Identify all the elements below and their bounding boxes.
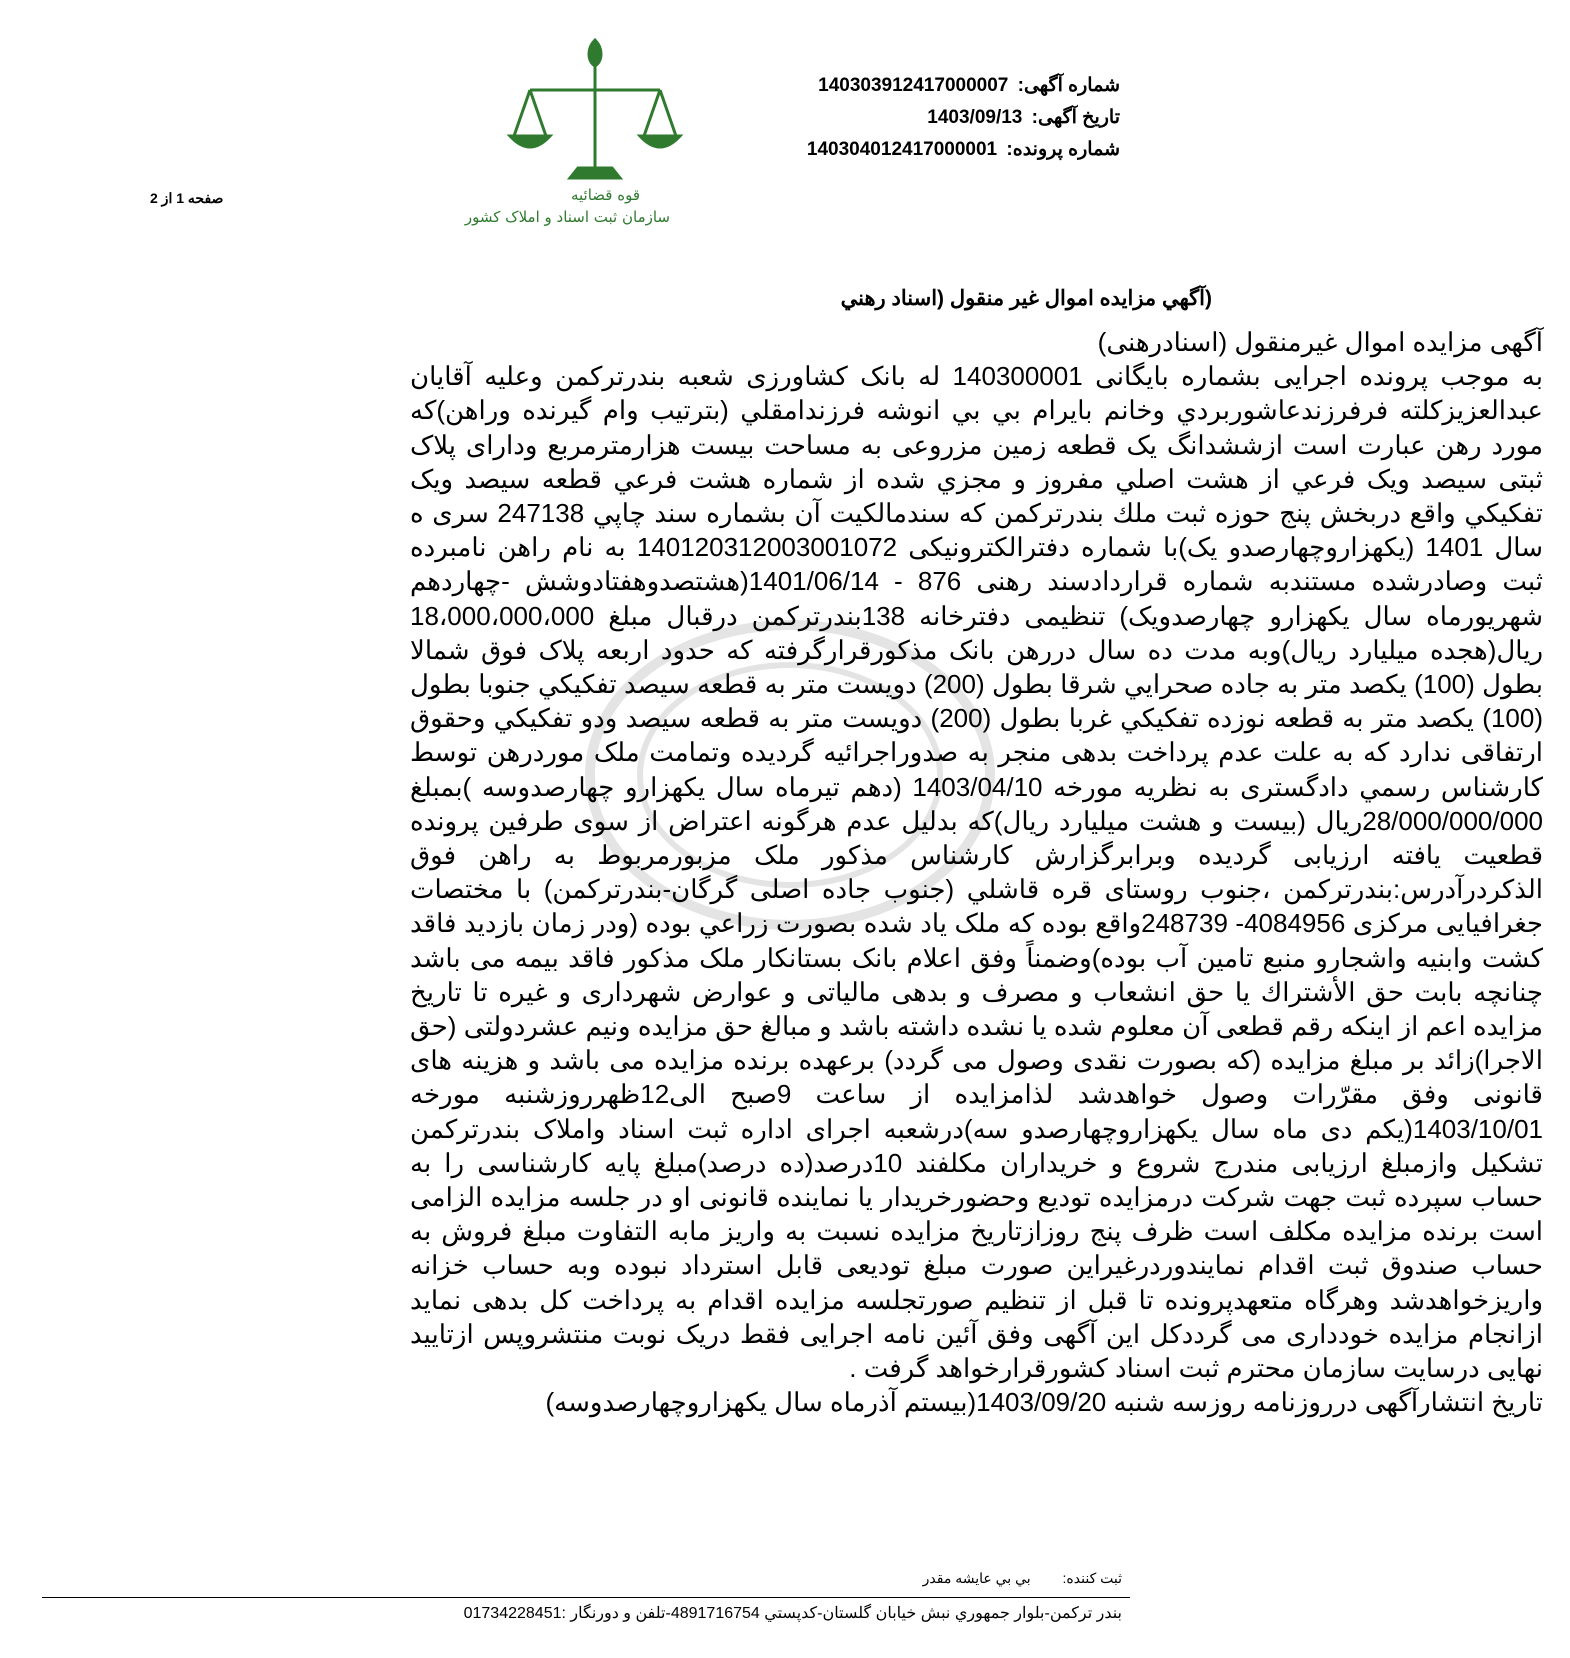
notice-number-label: شماره آگهی: <box>1017 75 1120 96</box>
notice-paragraph: به موجب پرونده اجرایی بشماره بایگانی 140300001 له بانک کشاورزی شعبه بندرترکمن وعلیه آقایان عبدالعزیزکلته فرفرزندعاشوربردي وخانم بایرام بي بي انوشه فرزندامقلي (بترتیب وام گیرنده وراهن)که مورد رهن عبارت است ازششدانگ یک قطعه زمین مزروعی به مساحت بیست هزارمترمربع ودارای پلاک ثبتی سیصد ویک فرعي از هشت اصلي مفروز و مجزي شده از شماره هشت فرعي قطعه سیصد ویک تفکیکي واقع دربخش پنج حوزه ثبت ملك بندرترکمن که سندمالکیت آن بشماره سند چاپي 247138 سری ه سال 1401 (یکهزاروچهارصدو یک)با شماره دفترالکترونیکی 140120312003001072 به نام راهن نامبرده ثبت وصادرشده مستندبه شماره قراردادسند رهنی 876 - 1401/06/14(هشتصدوهفتادوشش -چهاردهم شهریورماه سال یکهزارو چهارصدویک) تنظیمی دفترخانه 138بندرترکمن درقبال مبلغ 18،000،000،000 ریال(هجده میلیارد ریال)وبه مدت ده سال دررهن بانک مذکورقرارگرفته که حدود اربعه پلاک فوق شمالا بطول (100) یکصد متر به جاده صحرایي شرقا بطول (200) دویست متر به قطعه سیصد تفکیکي جنوبا بطول (100) یکصد متر به قطعه نوزده تفکیکي غربا بطول (200) دویست متر به قطعه سیصد ودو تفکیکي وحقوق ارتفاقی ندارد كه به علت عدم پرداخت بدهی منجر به صدوراجرائیه گردیده وتمامت ملک موردرهن توسط کارشناس رسمي دادگستری به نظریه مورخه 1403/04/10 (دهم تیرماه سال یکهزارو چهارصدوسه )بمبلغ 28/000/000/000ریال (بیست و هشت میلیارد ریال)که بدلیل عدم هرگونه اعتراض از سوی طرفین پرونده قطعیت یافته ارزیابی گردیده وبرابرگزارش کارشناس مذکور ملک مزبورمربوط به راهن فوق الذکردرآدرس:بندرترکمن ،جنوب روستای قره قاشلي (جنوب جاده اصلی گرگان-بندرترکمن) با مختصات جغرافیایی مرکزی 4084956- 248739واقع بوده که ملک یاد شده بصورت زراعي بوده (ودر زمان بازدید فاقد کشت وابنیه واشجارو منبع تامین آب بوده)وضمناً وفق اعلام بانک بستانکار ملک مذکور فاقد بیمه می باشد چنانچه بابت حق الأشتراك یا حق انشعاب و مصرف و بدهی مالیاتی و عوارض شهرداری و غیره تا تاریخ مزایده اعم از اینکه رقم قطعی آن معلوم شده یا نشده داشته باشد و مبالغ حق مزایده ونیم عشردولتی (حق الاجرا)زائد بر مبلغ مزایده (که بصورت نقدی وصول می گردد) برعهده برنده مزایده می باشد و هزینه های قانونی وفق مقرّرات وصول خواهدشد لذامزایده از ساعت 9صبح الی12ظهرروزشنبه مورخه 1403/10/01(یکم دی ماه سال یکهزاروچهارصدو سه)درشعبه اجرای اداره ثبت اسناد واملاک بندرترکمن تشکیل وازمبلغ ارزیابی مندرج شروع و خریداران مکلفند 10درصد(ده درصد)مبلغ پایه کارشناسی را به حساب سپرده ثبت جهت شرکت درمزایده تودیع وحضورخریدار یا نماینده قانونی او در جلسه مزایده الزامی است برنده مزایده مکلف است ظرف پنج روزازتاریخ مزایده نسبت به واریز مابه التفاوت مبلغ فروش به حساب صندوق ثبت اقدام نمایندوردرغیراین صورت مبلغ تودیعی قابل استرداد نبوده وبه حساب خزانه واریزخواهدشد وهرگاه متعهدپرونده تا قبل از تنظیم صورتجلسه مزایده اقدام به پرداخت کل بدهی نماید ازانجام مزایده خودداری می گرددکل این آگهی وفق آئین نامه اجرایی فقط دریک نوبت منتشروپس ازتایید نهایی درسایت سازمان محترم ثبت اسناد کشورقرارخواهد گرفت . <box>410 361 1544 1384</box>
notice-number-row <box>700 70 1120 102</box>
publish-date-line: تاریخ انتشارآگهی درروزنامه روزسه شنبه 1403/09/20(بیستم آذرماه سال یکهزاروچهارصدوسه) <box>545 1387 1543 1418</box>
notice-number: 140303912417000007 <box>818 75 1009 96</box>
registrar-name: بي بي عايشه مقدر <box>922 1570 1031 1586</box>
logo-text-2: سازمان ثبت اسناد و املاک کشور <box>464 208 670 226</box>
notice-meta <box>700 70 1120 166</box>
notice-date-row <box>700 102 1120 134</box>
judiciary-emblem-logo <box>464 28 690 228</box>
file-number: 140304012417000001 <box>806 139 998 160</box>
notice-date: 1403/09/13 <box>927 107 1023 128</box>
scales-of-justice-icon <box>464 28 690 228</box>
notice-date-label: تاریخ آگهی: <box>1031 107 1120 128</box>
notice-title: (آگهي مزايده اموال غير منقول (اسناد رهني <box>840 287 1212 310</box>
file-number-label: شماره پرونده: <box>1006 139 1120 160</box>
page-indicator: صفحه 1 از 2 <box>150 190 224 206</box>
footer-address: بندر ترکمن-بلوار جمهوري نبش خيابان گلستان-کدپستي 4891716754-تلفن و دورنگار :01734228451 <box>463 1605 1122 1622</box>
registrar-label: ثبت کننده: <box>1062 1570 1122 1586</box>
file-number-row <box>700 134 1120 166</box>
registrar <box>923 1570 1122 1587</box>
logo-text-1: قوه قضائیه <box>570 186 640 204</box>
notice-subtitle: آگهی مزایده اموال غیرمنقول (اسنادرهنی) <box>1097 327 1543 357</box>
notice-body <box>410 325 1543 1420</box>
footer-divider <box>42 1597 1130 1598</box>
